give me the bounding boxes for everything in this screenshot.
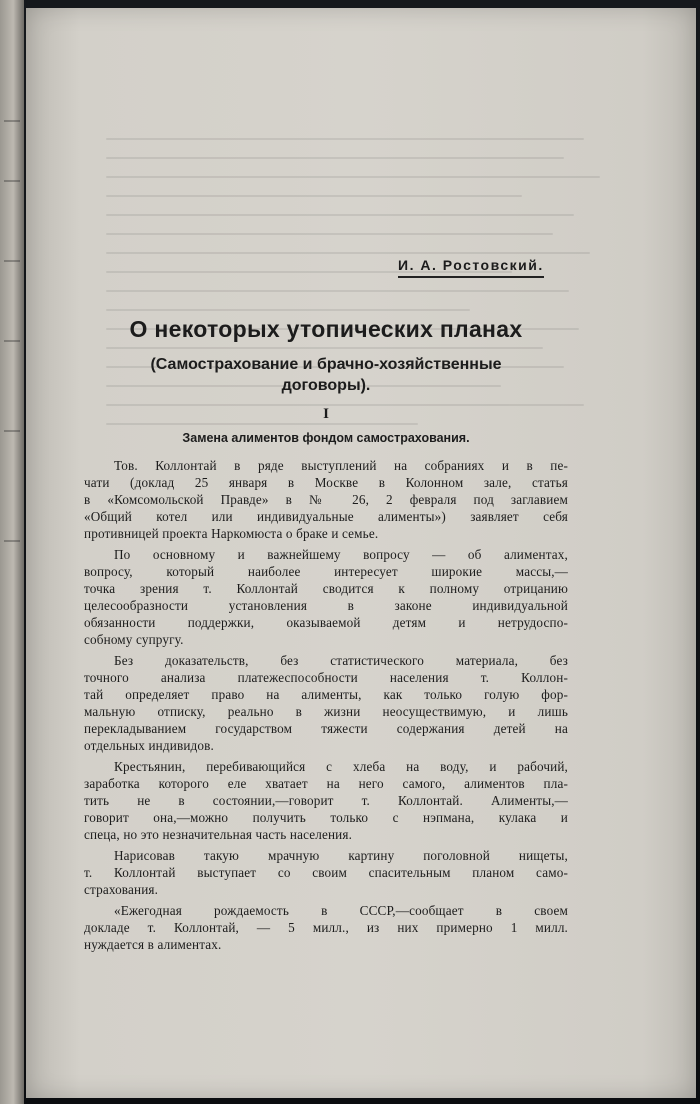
ghost-text-mark: [4, 340, 20, 342]
ghost-text-mark: [4, 260, 20, 262]
body-line: мальную отписку, реально в жизни неосуществимую, и лишь: [84, 704, 568, 719]
body-line: Тов. Коллонтай в ряде выступлений на собраниях и в пе-: [114, 458, 568, 473]
body-line: вопросу, который наиболее интересует широкие массы,—: [84, 564, 568, 579]
section-title: Замена алиментов фондом самострахования.: [182, 431, 470, 445]
ghost-text-mark: [4, 120, 20, 122]
section-number: I: [323, 406, 329, 422]
body-line: перекладыванием государством тяжести содержания детей на: [84, 721, 568, 736]
body-line: Крестьянин, перебивающийся с хлеба на воду, и рабочий,: [114, 759, 568, 774]
previous-page-edge: [0, 0, 24, 1104]
body-line: говорит она,—можно получить только с нэпмана, кулака и: [84, 810, 568, 825]
body-line: точка зрения т. Коллонтай сводится к полному отрицанию: [84, 581, 568, 596]
body-line: тить не в состоянии,—говорит т. Коллонтай. Алименты,—: [84, 793, 568, 808]
body-line: тай определяет право на алименты, как только голую фор-: [84, 687, 568, 702]
body-line: докладе т. Коллонтай, — 5 милл., из них примерно 1 милл.: [84, 920, 568, 935]
body-line: т. Коллонтай выступает со своим спасительным планом само-: [84, 865, 568, 880]
author-name: И. А. Ростовский.: [398, 257, 544, 278]
body-line: заработка которого еле хватает на него самого, алиментов пла-: [84, 776, 568, 791]
body-line: «Ежегодная рождаемость в СССР,—сообщает в своем: [114, 903, 568, 918]
body-line: противницей проекта Наркомюста о браке и семье.: [84, 526, 379, 541]
body-line: нуждается в алиментах.: [84, 937, 222, 952]
body-line: спеца, но это незначительная часть населения.: [84, 827, 353, 842]
body-line: По основному и важнейшему вопросу — об алиментах,: [114, 547, 568, 562]
body-line: отдельных индивидов.: [84, 738, 214, 753]
article-title: О некоторых утопических планах: [129, 316, 523, 342]
body-line: обязанности поддержки, оказываемой детям и нетрудоспо-: [84, 615, 568, 630]
body-line: Нарисовав такую мрачную картину поголовной нищеты,: [114, 848, 568, 863]
body-line: Без доказательств, без статистического материала, без: [114, 653, 568, 668]
body-line: чати (доклад 25 января в Москве в Колонном зале, статья: [84, 475, 568, 490]
body-line: в «Комсомольской Правде» в № 26, 2 февраля под заглавием: [84, 492, 568, 507]
ghost-text-mark: [4, 430, 20, 432]
article-subtitle: (Самострахование и брачно-хозяйственные договоры).: [150, 356, 502, 394]
body-line: страхования.: [84, 882, 159, 897]
ghost-text-mark: [4, 540, 20, 542]
body-line: собному супругу.: [84, 632, 184, 647]
body-line: целесообразности установления в законе индивидуальной: [84, 598, 568, 613]
ghost-text-mark: [4, 180, 20, 182]
body-line: точного анализа платежеспособности населения т. Коллон-: [84, 670, 568, 685]
body-line: «Общий котел или индивидуальные алименты») заявляет себя: [84, 509, 568, 524]
book-page: [26, 8, 696, 1098]
